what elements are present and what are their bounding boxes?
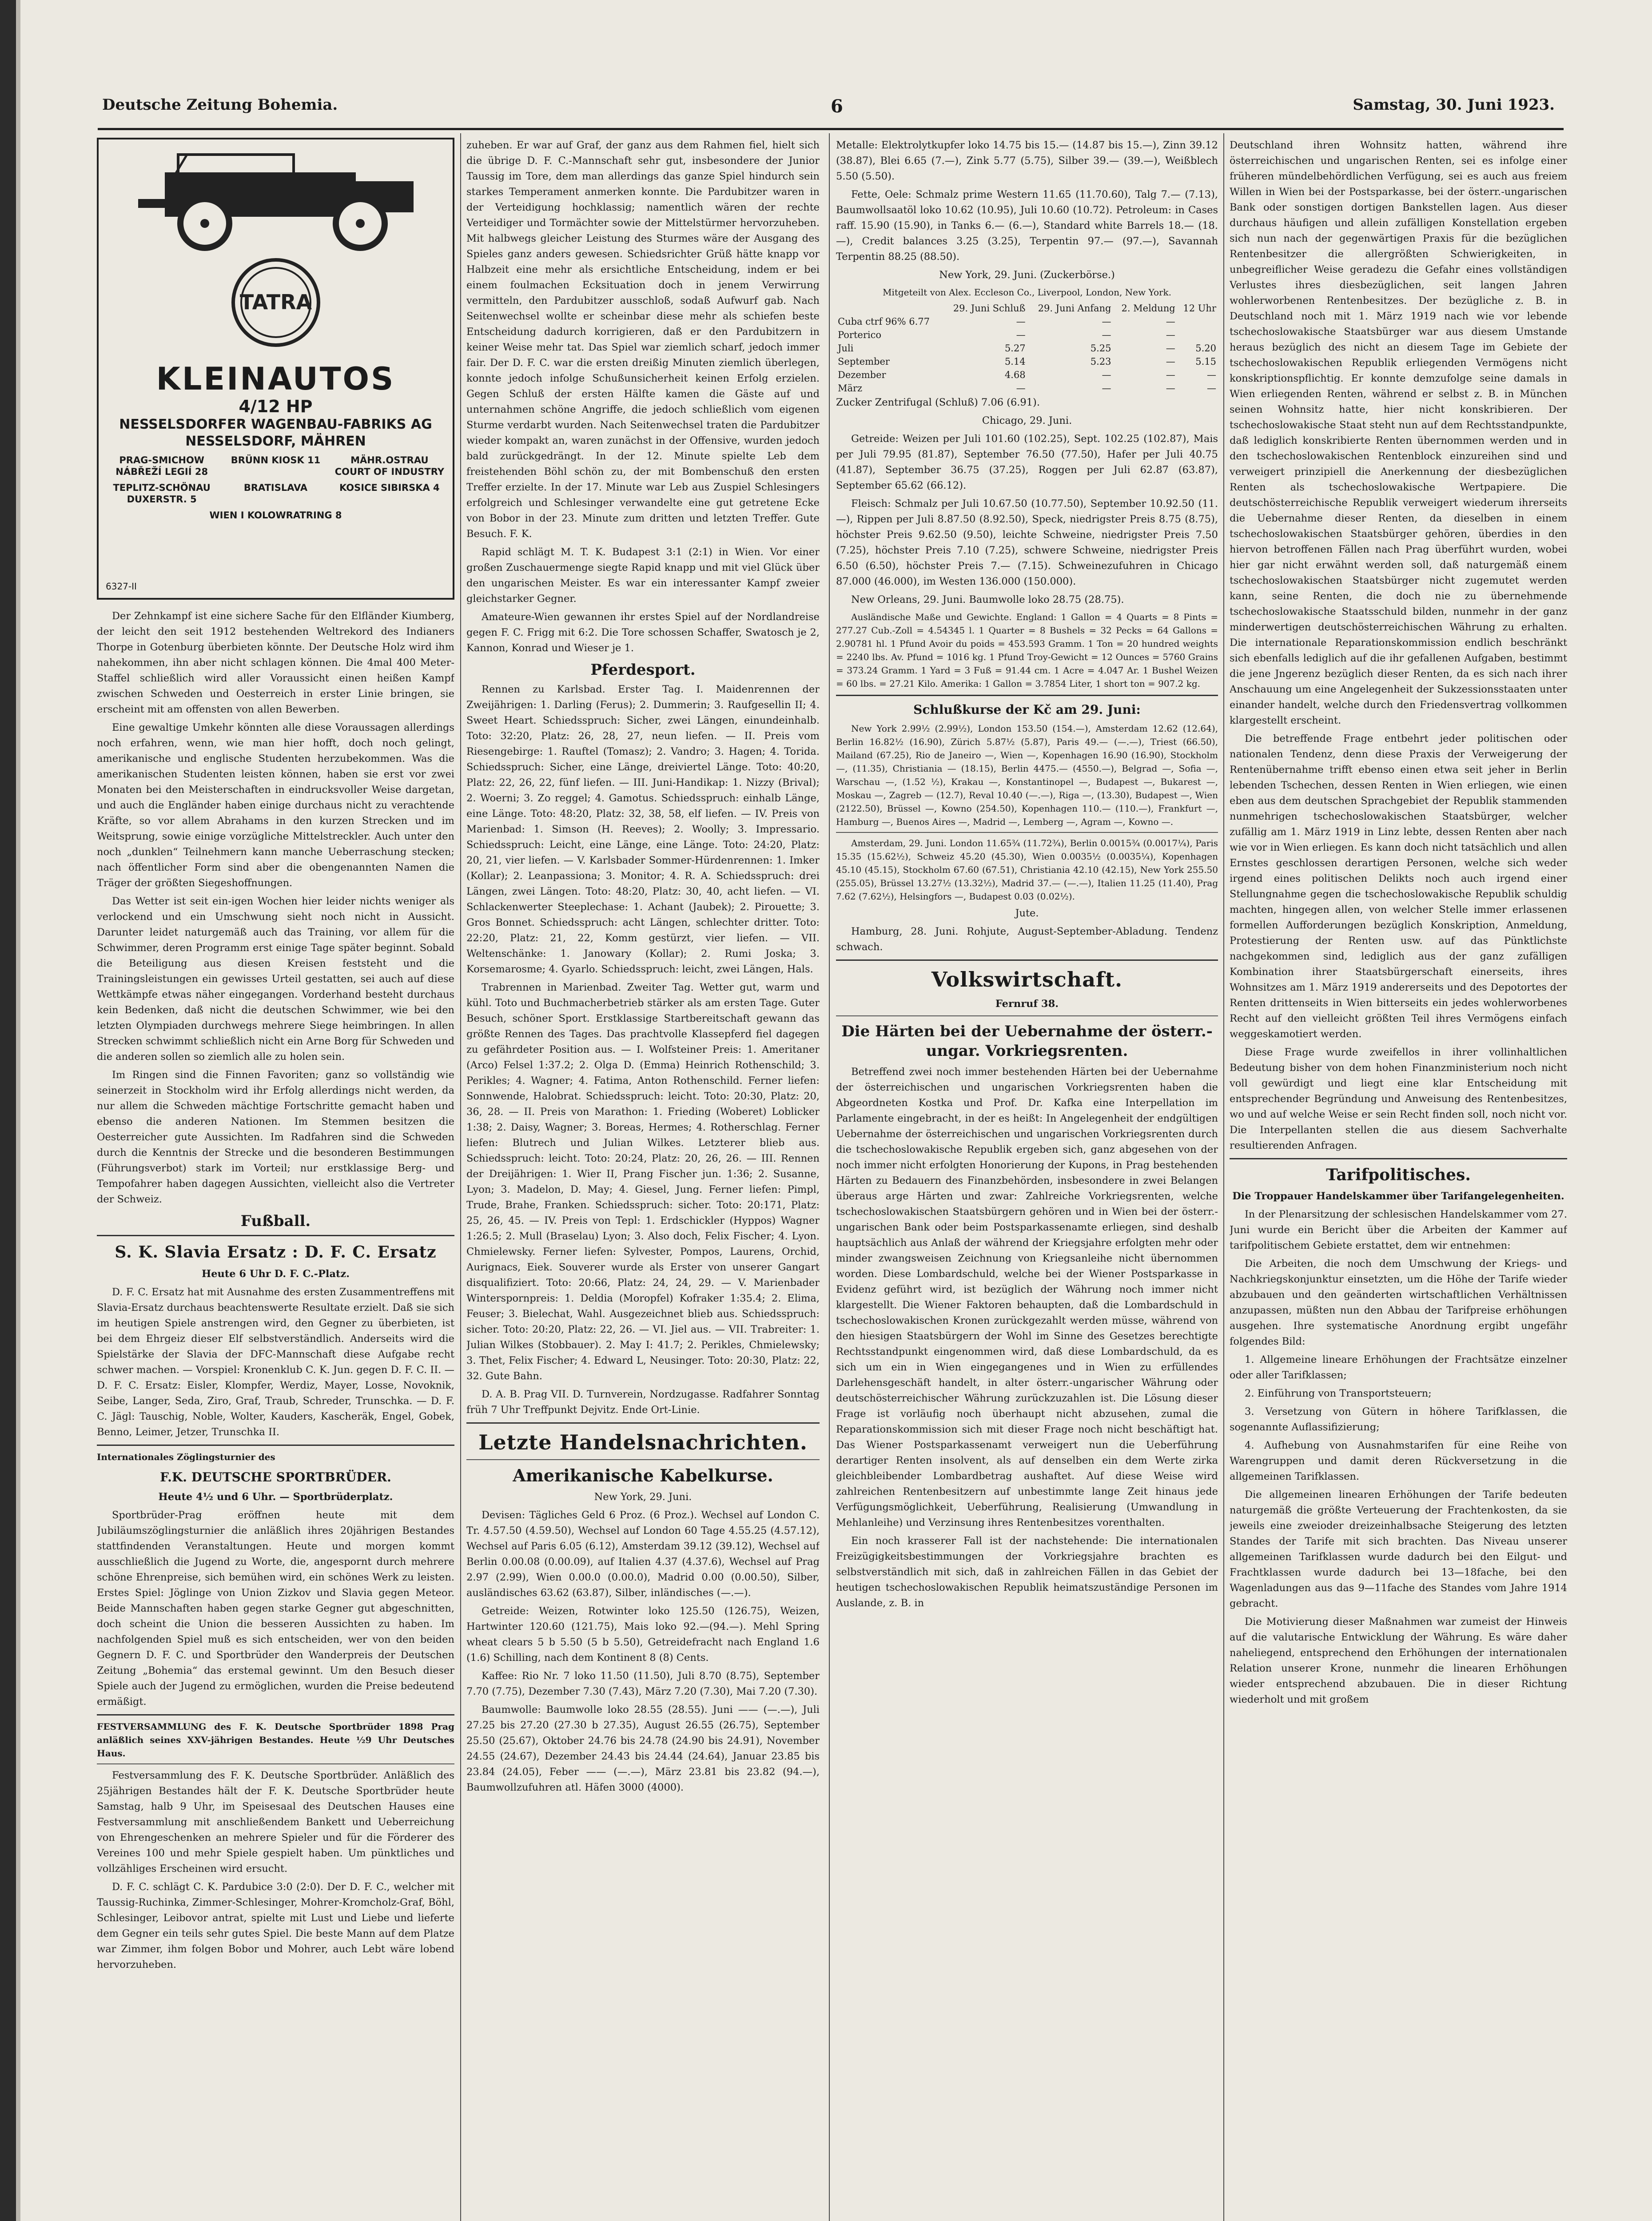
section-heading-handelsnachrichten: Letzte Handelsnachrichten. xyxy=(478,1430,808,1454)
table-cell: 4.68 xyxy=(1004,370,1026,380)
ad-addresses-row-3 xyxy=(105,509,446,521)
table-cell: — xyxy=(1166,316,1175,327)
article-paragraph: D. F. C. Ersatz hat mit Ausnahme des ersten Zusammentreffens mit Slavia-Ersatz durchaus beachtenswerte Resultate erzielt. Daß sie sich im heutigen Spiele anstrengen wird, den Gegner zu überbieten, ist bei dem Ehrgeiz dieser Elf selbstverständlich. Anderseits wird die Spielstärke der Slavia der DFC-Mannschaft diese Aufgabe recht schwer machen. — Vorspiel: Kronenklub C. K. Jun. gegen D. F. C. II. — D. F. C. Ersatz: Eisler, Klompfer, Werdiz, Mayer, Losse, Novoknik, Seibe, Langer, Seda, Ziro, Graf, Traub, Schreder, Trunschka. — D. F. C. Jägl: Tauschig, Noble, Wolter, Kauders, Kascheräk, Engel, Gobek, Benno, Leimer, Jetzer, Trunschka II. xyxy=(97,1286,454,1438)
ad-title: KLEINAUTOS xyxy=(156,361,395,397)
table-cell: — xyxy=(1102,330,1111,340)
event-notice: FESTVERSAMMLUNG des F. K. Deutsche Sportbrüder 1898 Prag anläßlich seines XXV-jährigen Bestandes. Heute ½9 Uhr Deutsches Haus. xyxy=(97,1721,454,1759)
table-row xyxy=(836,368,1218,382)
section-heading-tarifpolitisches: Tarifpolitisches. xyxy=(1326,1166,1471,1184)
ad-address: PRAG-SMICHOW NÁBŘEŽÍ LEGIÍ 28 xyxy=(115,455,208,477)
list-item: 4. Aufhebung von Ausnahmstarifen für eine Reihe von Warengruppen und damit deren Rückversetzung in die allgemeinen Tarifklassen. xyxy=(1230,1440,1567,1482)
article-paragraph: Amsterdam, 29. Juni. London 11.65¾ (11.72¾), Berlin 0.0015¾ (0.0017¼), Paris 15.35 (15.62½), Schweiz 45.20 (45.30), Wien 0.0035½ (0.0035¼), Kopenhagen 45.10 (45.15), Stockholm 67.60 (67.51), Christiania 42.10 (42.15), New York 255.50 (255.05), Brüssel 13.27½ (13.32½), Madrid 37.— (—.—), Italien 11.25 (11.40), Prag 7.62 (7.62½), Helsingfors —, Budapest 0.03 (0.02½). xyxy=(836,838,1218,902)
article-paragraph: Das Wetter ist seit ein-igen Wochen hier leider nichts weniger als verlockend und ein Umschwung sieht noch nicht in Aussicht. Darunter leidet naturgemäß auch das Training, vor allem für die Schwimmer, deren Programm erst einige Tage später beginnt. Sobald die Beteiligung aus diesen Kreisen feststeht und die Trainingsleistungen ein gewisses Urteil gestatten, sei auch auf diese Wettkämpfe etwas näher eingegangen. Vorderhand besteht durchaus kein Bedenken, daß nicht die deutschen Schwimmer, wie bei den letzten Olympiaden durchwegs mehrere Siege heimbringen. In allen Strecken schwimmt schließlich nicht ein Arne Borg für Schweden und die anderen sollen so ziemlich alle zu holen sein. xyxy=(97,896,454,1063)
article-paragraph: Ein noch krasserer Fall ist der nachstehende: Die internationalen Freizügigkeitsbestimmungen der Vorkriegsjahre brachten es selbstverständlich mit sich, daß in zahlreichen Fällen in das Gebiet der heutigen tschechoslowakischen Republik heimatszuständige Personen im Auslande, z. B. in xyxy=(836,1535,1218,1609)
separator xyxy=(97,1714,454,1716)
table-header-cell: 29. Juni Anfang xyxy=(1038,303,1111,314)
article-paragraph: Metalle: Elektrolytkupfer loko 14.75 bis 15.— (14.87 bis 15.—), Zinn 39.12 (38.87), Blei 6.65 (7.—), Zink 5.77 (5.75), Silber 39.— (39.—), Weißblech 5.50 (5.50). xyxy=(836,139,1218,182)
article-paragraph: Die Arbeiten, die noch dem Umschwung der Kriegs- und Nachkriegskonjunktur einsetzten, um die Höhe der Tarife wieder abzubauen und den geänderten wirtschaftlichen Verhältnissen anzupassen, müßten nun den Abbau der Tarifpreise erhöhungen ausgehen. Ihre systematische Anordnung ergibt ungefähr folgendes Bild: xyxy=(1230,1258,1567,1347)
ad-address: WIEN I KOLOWRATRING 8 xyxy=(209,510,342,521)
article-paragraph: Rennen zu Karlsbad. Erster Tag. I. Maidenrennen der Zweijährigen: 1. Darling (Ferus); 2. Dummerin; 3. Raufgesellin II; 4. Sweet Heart. Schiedsspruch: Sicher, zwei Längen, einundeinhalb. Toto: 32:20, Platz: 26, 28, 27, neun liefen. — II. Preis vom Riesengebirge: 1. Rauftel (Tomasz); 2. Vandro; 3. Hagen; 4. Torida. Schiedsspruch: Sicher, eine Länge, dreiviertel Länge. Toto: 40:20, Platz: 22, 26, 22, fünf liefen. — III. Juni-Handikap: 1. Nizzy (Brival); 2. Woerni; 3. Zo reggel; 4. Gamotus. Schiedsspruch: einhalb Länge, eine Länge. Toto: 48:20, Platz: 32, 38, 58, elf liefen. — IV. Preis von Marienbad: 1. Simson (H. Reeves); 2. Woolly; 3. Impressario. Schiedsspruch: Leicht, eine Länge, eine Länge. Toto: 24:20, Platz: 20, 21, vier liefen. — V. Karlsbader Sommer-Hürdenrennen: 1. Imker (Kollar); 2. Leanpassiona; 3. Monitor; 4. R. A. Schiedsspruch: drei Längen, zwei Längen. Toto: 48:20, Platz: 30, 40, acht liefen. — VI. Schlackenwerter Steeplechase: 1. Achant (Jaubek); 2. Pirouette; 3. Gros Bonnet. Schiedsspruch: acht Längen, schlechter dritter. Toto: 22:20, Platz: 21, 22, Komm gestürzt, vier liefen. — VII. Weltenschänke: 1. Janowary (Kollar); 2. Rumi Joska; 3. Korsemarosme; 4. Gyarlo. Schiedsspruch: leicht, zwei Längen, Hals. xyxy=(466,684,820,975)
article-paragraph: Getreide: Weizen, Rotwinter loko 125.50 (126.75), Weizen, Hartwinter 120.60 (121.75), Mais loko 92.—(94.—). Mehl Spring wheat clears 5 b 5.50 (5 b 5.50), Getreidefracht nach England 1.6 (1.6) Schilling, nach dem Kontinent 8 (8) Cents. xyxy=(466,1605,820,1664)
page-header xyxy=(102,96,1555,127)
article-paragraph: New York 2.99½ (2.99½), London 153.50 (154.—), Amsterdam 12.62 (12.64), Berlin 16.82½ (16.90), Zürich 5.87½ (5.87), Paris 49.— (—.—), Triest (66.50), Mailand (67.25), Rio de Janeiro —, Wien —, Kopenhagen 16.90 (16.90), Stockholm —, (11.35), Christiania — (18.15), Berlin 4475.— (4550.—), Belgrad —, Sofia —, Warschau —, (1.52 ½), Krakau —, Konstantinopel —, Budapest —, Bukarest —, Moskau —, Zagreb — (12.7), Reval 10.40 (—.—), Riga —, (13.30), Budapest —, Wien (2122.50), Brüssel —, Kowno (254.50), Kopenhagen 110.— (110.—), Frankfurt —, Hamburg —, Buenos Aires —, Madrid —, Lemberg —, Agram —, Kowno —. xyxy=(836,723,1218,827)
article-paragraph: Deutschland ihren Wohnsitz hatten, während ihre österreichischen und ungarischen Renten, sei es infolge einer früheren mündelbehördlichen Verfügung, sei es auch aus freiem Willen in Wien bei der Postsparkasse, bei der österr.-ungarischen Bank oder sonstigen dortigen Bankstellen lagen. Aus dieser durchaus häufigen und allein zufälligen Konstellation ergeben sich nun nach der gegenwärtigen Praxis für die bezüglichen Rentenbesitzer die allergrößten Schwierigkeiten, in unbegreiflicher Weise geradezu die Gefahr eines vollständigen Verlustes ihres diesbezüglichen, seit langen Jahren wohlerworbenen Rentenbesitzes. Der bezügliche z. B. in Deutschland noch mit 1. März 1919 nach wie vor lebende tschechoslowakische Staatsbürger war aus diesem Umstande heraus bezüglich des nicht an diesem Tage im Gebiete der tschechoslowakischen Republik erliegenden Vermögens nicht konskriptionspflichtig. Er konnte demzufolge seine damals in Wien erliegenden Renten, während er selbst z. B. in München seinen Wohnsitz hatte, hier nicht konskribieren. Der tschechoslowakische Staat steht nun auf dem Rechtsstandpunkte, daß lediglich konskribierte Renten übernommen werden und in den tschechoslowakischen Rentenblock einzureihen sind und verweigert prinzipiell die Anerkennung der diesbezüglichen Renten als tschechoslowakische Wertpapiere. Die deutschösterreichische Republik verweigert wiederum ihrerseits die Uebernahme dieser Renten, da dieselben in einem tschechoslowakischen Staatsbürger gehören, überdies in den hiervon betroffenen Fällen nach Prag überführt wurden, wobei hier gar nicht erwähnt werden soll, daß naturgemäß einem tschechoslowakischen Staatsbürger nicht zugemutet werden kann, seine Renten, die doch nie zu übernehmende tschechoslowakische Staatsschuld bilden, nunmehr in der ganz minderwertigen deutschösterreichischen Währung zu erhalten. Die internationale Reparationskommission endlich beschränkt sich ebenfalls lediglich auf die ihr gefallenen Aufgaben, bestimmt die jene Jngerenz bezüglich dieser Renten, da es sich nach ihrer Anschauung um eine Angelegenheit der Sukzessionsstaaten unter einander handelt, welche durch den Friedensvertrag vollkommen klargestellt erscheint. xyxy=(1230,139,1567,726)
sugar-table xyxy=(836,302,1218,395)
article-headline: Die Härten bei der Uebernahme der österr.-ungar. Vorkriegsrenten. xyxy=(841,1023,1213,1060)
table-header-cell: 29. Juni Schluß xyxy=(953,303,1026,314)
source-line: Mitgeteilt von Alex. Eccleson Co., Liverpool, London, New York. xyxy=(882,287,1172,298)
article-paragraph: Rapid schlägt M. T. K. Budapest 3:1 (2:1) in Wien. Vor einer großen Zuschauermenge siegte Rapid knapp und mit viel Glück über den ungarischen Meister. Es war ein interessanter Kampf zweier gleichstarker Gegner. xyxy=(466,546,820,605)
ad-addresses-row-1 xyxy=(105,454,446,478)
article-paragraph: Hamburg, 28. Juni. Rohjute, August-September-Abladung. Tendenz schwach. xyxy=(836,926,1218,953)
article-paragraph: Ausländische Maße und Gewichte. England: 1 Gallon = 4 Quarts = 8 Pints = 277.27 Cub.-Zoll = 4.54345 l. 1 Quarter = 8 Bushels = 32 Pecks = 64 Gallons = 2.90781 hl. 1 Pfund Avoir du poids = 453.593 Gramm. 1 Ton = 20 hundred weights = 2240 lbs. Av. Pfund = 1016 kg. 1 Pfund Troy-Gewicht = 12 Ounces = 5760 Grains = 373.24 Gramm. 1 Yard = 3 Fuß = 91.44 cm. 1 Acre = 4.047 Ar. 1 Bushel Weizen = 60 lbs. = 27.21 Kilo. Amerika: 1 Gallon = 3.7854 Liter, 1 short ton = 907.2 kg. xyxy=(836,612,1218,689)
list-item: 1. Allgemeine lineare Erhöhungen der Frachtsätze einzelner oder aller Tarifklassen; xyxy=(1230,1354,1567,1381)
ad-code: 6327-II xyxy=(106,581,137,592)
article-paragraph: Die betreffende Frage entbehrt jeder politischen oder nationalen Tendenz, denn diese Praxis der Verweigerung der Rentenübernahme trifft ebenso einen etwa seit jeher in Berlin lebenden Tschechen, dessen Renten in Wien erliegen, wie einen eben aus dem deutschen Sprachgebiet der Republik stammenden nunmehrigen tschechoslowakischen Staatsbürger, welcher zufällig am 1. März 1919 in Linz lebte, dessen Renten aber nach wie vor in Wien erliegen. Es kann doch nicht tatsächlich und allen Ernstes geschlossen derartigen Personen, welche sich weder irgend eines politischen Delikts noch auch irgend einer Stellungnahme gegen die tschechoslowakische Republik schuldig machten, hingegen allen, von welcher Stelle immer erlassenen formellen Aufforderungen bezüglich Konskription, Anmeldung, Protestierung der Renten usw. auf das Pünktlichste nachgekommen sind, lediglich aus der ganz zufälligen Kombination ihrer Staatsbürgerschaft einerseits, ihres Wohnsitzes am 1. März 1919 andererseits und des Depotortes der Renten drittenseits in Wien bitterseits ein jedes wohlerworbenes Recht auf den vielleicht größten Teil ihres Vermögens einfach weggeskamotiert werden. xyxy=(1230,733,1567,1040)
tatra-emblem-text: TATRA xyxy=(239,290,312,314)
table-cell: Dezember xyxy=(838,370,886,380)
table-header-cell: 12 Uhr xyxy=(1183,303,1216,314)
table-cell: — xyxy=(1166,356,1175,367)
ad-addresses-row-2 xyxy=(105,482,446,505)
column-divider xyxy=(460,133,461,2221)
table-cell: — xyxy=(1166,383,1175,394)
table-cell: 5.25 xyxy=(1090,343,1111,354)
table-cell: 5.23 xyxy=(1090,356,1111,367)
table-cell: 5.20 xyxy=(1195,343,1216,354)
article-paragraph: Amateure-Wien gewannen ihr erstes Spiel auf der Nordlandreise gegen F. C. Frigg mit 6:2. Die Tore schossen Schaffer, Swatosch je 2, Kannon, Konrad und Wieser je 1. xyxy=(466,611,820,654)
ad-address: MÄHR.OSTRAU COURT OF INDUSTRY xyxy=(334,455,444,477)
dateline: New York, 29. Juni. xyxy=(594,1491,692,1503)
separator xyxy=(836,832,1218,833)
article-paragraph: Getreide: Weizen per Juli 101.60 (102.25), Sept. 102.25 (102.87), Mais per Juli 79.95 (81.87), September 76.50 (77.50), Hafer per Juli 40.75 (41.87), September 36.75 (37.25), Roggen per Juli 62.87 (63.87), September 65.62 (66.12). xyxy=(836,433,1218,491)
article-paragraph: Die Motivierung dieser Maßnahmen war zumeist der Hinweis auf die valutarische Entwicklung der Währung. Es wäre daher naheliegend, entsprechend den Erhöhungen der internationalen Relation unserer Krone, nunmehr die linearen Erhöhungen wieder entsprechend abzubauen. Die in dieser Richtung wiederholt und mit großem xyxy=(1230,1616,1567,1705)
header-rule xyxy=(98,128,1564,130)
tatra-advertisement xyxy=(97,138,454,600)
article-paragraph: Kaffee: Rio Nr. 7 loko 11.50 (11.50), Juli 8.70 (8.75), September 7.70 (7.75), Dezember 7.30 (7.43), März 7.20 (7.30), Mai 7.20 (7.30). xyxy=(466,1670,820,1697)
club-heading: F.K. DEUTSCHE SPORTBRÜDER. xyxy=(160,1470,391,1485)
ad-address: BRÜNN KIOSK 11 xyxy=(231,455,321,466)
separator xyxy=(836,695,1218,696)
article-paragraph: Eine gewaltige Umkehr könnten alle diese Voraussagen allerdings noch erfahren, wenn, wie man hier hofft, doch noch gelingt, amerikanische und englische Studenten herzubekommen. Was die amerikanischen Studenten leisten können, haben sie erst vor zwei Monaten bei den Meisterschaften in eindrucksvoller Weise dargetan, und auch die Engländer haben einige durchaus nicht zu verachtende Kräfte, so vor allem Abrahams in den kurzen Strecken und im Weitsprung, sowie einige vorzügliche Mittelstreckler. Auch unter den noch „dunklen“ Teilnehmern kann manche Ueberraschung stecken; nach öffentlicher Form sind aber die obengenannten Namen die Träger der größten Siegeshoffnungen. xyxy=(97,722,454,889)
table-cell: — xyxy=(1166,370,1175,380)
table-cell: — xyxy=(1207,370,1216,380)
subheading-jute: Jute. xyxy=(1015,908,1039,919)
table-row xyxy=(836,355,1218,368)
scan-binding-shadow xyxy=(16,0,20,2221)
ad-address: KOSICE SIBIRSKA 4 xyxy=(339,482,440,493)
list-item: 2. Einführung von Transportsteuern; xyxy=(1245,1388,1432,1399)
table-header-row xyxy=(836,302,1218,315)
section-heading-schlusskurse: Schlußkurse der Kč am 29. Juni: xyxy=(913,702,1141,717)
table-cell: — xyxy=(1016,383,1026,394)
section-heading-kabelkurse: Amerikanische Kabelkurse. xyxy=(513,1465,773,1485)
separator xyxy=(97,1235,454,1236)
article-paragraph: Im Ringen sind die Finnen Favoriten; ganz so vollständig wie seinerzeit in Stockholm wird ihr Erfolg allerdings nicht werden, da nur allem die Schweden mächtige Fortschritte gemacht haben und ebenso die anderen Nationen. Im Stemmen besitzen die Oesterreicher gute Aussichten. Im Radfahren sind die Schweden durch die Kenntnis der Strecke und die besonderen Bestimmungen (Führungsverbot) stark im Vorteil; nur erstklassige Berg- und Tempofahrer haben dagegen Aussichten, vielleicht also die Vertreter der Schweiz. xyxy=(97,1069,454,1205)
ad-maker-location: NESSELSDORF, MÄHREN xyxy=(185,434,366,449)
article-paragraph: Diese Frage wurde zweifellos in ihrer vollinhaltlichen Bedeutung bisher von dem hohen Finanzministerium noch nicht voll gewürdigt und liegt eine klar Entscheidung mit entsprechender Begründung und Anweisung des Rentenbesitzes, wo und auf welche Weise er sein Recht finden soll, noch nicht vor. Die Interpellanten stellen die aus diesem Sachverhalte resultierenden Anfragen. xyxy=(1230,1047,1567,1151)
article-paragraph: Zucker Zentrifugal (Schluß) 7.06 (6.91). xyxy=(836,397,1040,408)
separator xyxy=(836,1015,1218,1016)
table-cell: September xyxy=(838,356,890,367)
article-headline: Die Troppauer Handelskammer über Tarifangelegenheiten. xyxy=(1232,1190,1564,1202)
scan-binding-edge xyxy=(0,0,16,2221)
separator xyxy=(466,1422,820,1424)
table-cell: Juli xyxy=(838,343,854,354)
car-illustration xyxy=(111,146,440,252)
match-heading: S. K. Slavia Ersatz : D. F. C. Ersatz xyxy=(115,1243,437,1262)
article-paragraph: Die allgemeinen linearen Erhöhungen der Tarife bedeuten naturgemäß die größte Verteuerung der Frachtenkosten, da sie jeweils eine zweioder dreizeinhalbsache Steigerung des letzten Standes der Tarife mit sich brachten. Das Niveau unserer allgemeinen Tarifklassen wurde dadurch bei den Eilgut- und Frachtklassen wurde dadurch bei 13—18fache, bei den Wagenladungen aus das 9—11fache des Standes vom Jahre 1914 gebracht. xyxy=(1230,1489,1567,1609)
table-cell: — xyxy=(1102,383,1111,394)
column-divider xyxy=(1223,133,1224,2221)
table-row xyxy=(836,315,1218,328)
masthead-title: Deutsche Zeitung Bohemia. xyxy=(102,96,338,114)
article-paragraph: Festversammlung des F. K. Deutsche Sportbrüder. Anläßlich des 25jährigen Bestandes hält der F. K. Deutsche Sportbrüder heute Samstag, halb 9 Uhr, im Speisesaal des Deutschen Hauses eine Festversammlung mit anschließendem Bankett und Ueberreichung von Ehrengeschenken an mehrere Spieler und für die Förderer des Vereines 100 und mehr Spiele gespielt haben. Um pünktliches und vollzähliges Erscheinen wird ersucht. xyxy=(97,1770,454,1875)
table-row xyxy=(836,382,1218,395)
article-paragraph: Betreffend zwei noch immer bestehenden Härten bei der Uebernahme der österreichischen und ungarischen Vorkriegsrenten haben die Abgeordneten Kostka und Prof. Dr. Kafka eine Interpellation im Parlamente eingebracht, in der es heißt: In Angelegenheit der endgültigen Uebernahme der österreichischen und ungarischen Vorkriegsrenten durch die tschechoslowakische Republik ergeben sich, ganz abgesehen von der noch immer nicht erfolgten Honorierung der Kupons, in Prag bestehenden Härten zu Bedauern des Finanzbehörden, insbesondere in zwei Belangen überaus arge Härten und zwar: Zahlreiche Vorkriegsrenten, welche tschechoslowakischen Staatsbürgern gehören und in Wien bei der österr.-ungarischen Bank oder beim Postsparkassenamte erliegen, sind deshalb hauptsächlich aus Anlaß der während der Kriegsjahre erfolgten mehr oder minder zwangsweisen Zeichnung von Kriegsanleihe nicht übernommen worden. Diese Lombardschuld, welche bei der Wiener Postsparkasse in Evidenz geführt wird, ist bezüglich der Währung noch immer nicht klargestellt. Die Wiener Faktoren behaupten, daß die Lombardschuld in tschechoslowakischen Kronen zurückgezahlt werden müsse, während von den hiesigen Staatsbürgern der Wohl im Sinne des Gesetzes berechtigte Rechtsstandpunkt eingenommen wird, daß diese Lombardschuld, da es sich um ein in Wien eingegangenes und in Wien zu erfüllendes Darlehensgeschäft handelt, in alter österr.-ungarischer Währung oder deutschösterreichischer Währung zurückzuzahlen ist. Die Lösung dieser Frage ist vorläufig noch überhaupt nicht abzusehen, zumal die Reparationskommission sich mit dieser Frage noch nicht beschäftigt hat. Das Wiener Postsparkassenamt verweigert nun die Ueberführung derartiger Renten insolvent, als auf denselben ein dem Werte zirka gleichbleibender Lombardbetrag aushaftet. Auf diese Weise wird zahlreichen Rentenbesitzern auf unbestimmte lange Zeit hinaus jede Verfügungsmöglichkeit, Ueberführung, Realisierung (Umwandlung in Mehlanleihe) und Verzinsung ihres Rentenbesitzes vorenthalten. xyxy=(836,1066,1218,1528)
article-paragraph: Sportbrüder-Prag eröffnen heute mit dem Jubiläumszöglingsturnier die anläßlich ihres 20jährigen Bestandes stattfindenden Veranstaltungen. Heute und morgen kommt ausschließlich die Jugend zu Worte, die, angespornt durch mehrere schöne Ehrenpreise, sich bemühen wird, ein schönes Werk zu leisten. Erstes Spiel: Jöglinge von Union Zizkov und Slavia gegen Meteor. Beide Mannschaften haben gegen starke Gegner gut abgeschnitten, doch scheint die Union die besseren Aussichten zu haben. Im nachfolgenden Spiel muß es sich entscheiden, wer von den beiden Gegnern D. F. C. und Sportbrüder den Wanderpreis der Deutschen Zeitung „Bohemia“ das erstemal gewinnt. Um den Besuch dieser Spiele auch der Jugend zu ermöglichen, wurden die Preise bedeutend ermäßigt. xyxy=(97,1509,454,1708)
ad-address: TEPLITZ-SCHÖNAU DUXERSTR. 5 xyxy=(113,482,211,505)
table-cell: — xyxy=(1166,343,1175,354)
dateline: Chicago, 29. Juni. xyxy=(982,415,1072,426)
article-paragraph: Der Zehnkampf ist eine sichere Sache für den Elfländer Kiumberg, der leicht den seit 1912 bestehenden Weltrekord des Indianers Thorpe in Gotenburg überbieten könnte. Der Deutsche Holz wird ihm nahekommen, ihn aber nicht schlagen können. Die 4mal 400 Meter-Staffel schließlich wird aller Voraussicht einen heißen Kampf zwischen Schweden und Oesterreich in erster Linie bringen, sie erscheint mit am offensten von allen Bewerben. xyxy=(97,610,454,715)
article-paragraph: Trabrennen in Marienbad. Zweiter Tag. Wetter gut, warm und kühl. Toto und Buchmacherbetrieb stärker als am ersten Tage. Guter Besuch, schöner Sport. Erstklassige Startbereitschaft gewann das größte Rennen des Tages. Das prachtvolle Klassepferd fiel dagegen zu gefährdeter Position aus. — I. Wolfsteiner Preis: 1. Ameritaner (Arco) Felsel 1:37.2; 2. Olga D. (Emma) Heinrich Rothenschild; 3. Perikles; 4. Wagner; 4. Fatima, Anton Rothenschild. Ferner liefen: Sonnwende, Halobrat. Schiedsspruch: leicht. Toto: 20:30, Platz: 20, 36, 28. — II. Preis von Marathon: 1. Frieding (Woberet) Loblicker 1:38; 2. Daisy, Wagner; 3. Boreas, Hermes; 4. Rotherschlag. Ferner liefen: Blutrech und Julian Wilkes. Letzterer blieb aus. Schiedsspruch: leicht. Toto: 20:24, Platz: 20, 26, 26. — III. Rennen der Dreijährigen: 1. Wier II, Prang Fischer jun. 1:36; 2. Susanne, Lyon; 3. Madelon, D. May; 4. Giesel, Jung. Ferner liefen: Pimpl, Trude, Brahe, Franken. Schiedsspruch: sicher. Toto: 20:171, Platz: 25, 26, 45. — IV. Preis von Tepl: 1. Erdschickler (Hyppos) Wagner 1:26.5; 2. Mull (Braselau) Lyon; 3. Also doch, Felix Fischer; 4. Lyon. Chmielewsky. Ferner liefen: Sylvester, Pompos, Laurens, Orchid, Aurignacs, Eiek. Souverer wurde als Erster von unserer Gangart disqualifiziert. Toto: 20:66, Platz: 24, 24, 29. — V. Marienbader Winterspornpreis: 1. Deldia (Moropfel) Kofraker 1:35.4; 2. Elima, Feuser; 3. Bielechat, Wahl. Ausgezeichnet blieb aus. Schiedsspruch: sicher. Toto: 20:20, Platz: 22, 26. — VI. Jiel aus. — VII. Trabreiter: 1. Julian Wilkes (Stobbauer). 2. May I: 41.7; 2. Perikles, Chmielewsky; 3. Thet, Felix Fischer; 4. Edward L, Neusinger. Toto: 20:30, Platz: 22, 32. Gute Bahn. xyxy=(466,982,820,1382)
article-paragraph: Devisen: Tägliches Geld 6 Proz. (6 Proz.). Wechsel auf London C. Tr. 4.57.50 (4.59.50), Wechsel auf London 60 Tage 4.55.25 (4.57.12), Wechsel auf Paris 6.05 (6.12), Amsterdam 39.12 (39.12), Wechsel auf Berlin 0.00.08 (0.00.09), auf Italien 4.37 (4.37.6), Wechsel auf Prag 2.97 (2.99), Wien 0.00.0 (0.00.0), Madrid 0.00 (0.00.50), Silber, ausländisches 63.62 (63.87), Silber, inländisches (—.—). xyxy=(466,1509,820,1599)
table-cell: 5.14 xyxy=(1004,356,1026,367)
table-cell: Cuba ctrf 96% 6.77 xyxy=(838,316,930,327)
tournament-label: Internationales Zöglingsturnier des xyxy=(97,1452,275,1462)
section-heading-fussball: Fußball. xyxy=(240,1212,311,1230)
article-paragraph: D. A. B. Prag VII. D. Turnverein, Nordzugasse. Radfahrer Sonntag früh 7 Uhr Treffpunkt Dejvitz. Ende Ort-Linie. xyxy=(466,1389,820,1416)
article-paragraph: Baumwolle: Baumwolle loko 28.55 (28.55). Juni —— (—.—), Juli 27.25 bis 27.20 (27.30 b 27.35), August 26.55 (26.75), September 25.50 (25.67), Oktober 24.76 bis 24.78 (24.90 bis 24.91), November 24.55 (24.67), Dezember 24.43 bis 24.44 (24.64), Januar 23.85 bis 23.84 (24.05), Feber —— (—.—), März 23.81 bis 23.82 (94.—), Baumwollzufuhren atl. Häfen 3000 (4000). xyxy=(466,1704,820,1793)
table-cell: — xyxy=(1207,383,1216,394)
article-paragraph: New Orleans, 29. Juni. Baumwolle loko 28.75 (28.75). xyxy=(851,594,1124,605)
separator xyxy=(97,1445,454,1446)
article-paragraph: D. F. C. schlägt C. K. Pardubice 3:0 (2:0). Der D. F. C., welcher mit Taussig-Ruchinka, Zimmer-Schlesinger, Mohrer-Kromcholz-Graf, Böhl, Schlesinger, Leibovor antrat, spielte mit Lust und Liebe und lieferte dem Gegner ein teils sehr gutes Spiel. Die beste Mann auf dem Platze war Zimmer, ihm folgen Bobor und Mohrer, auch Lebt wäre lobend hervorzuheben. xyxy=(97,1881,454,1970)
dateline: New York, 29. Juni. (Zuckerbörse.) xyxy=(939,269,1115,281)
column-3 xyxy=(836,138,1218,2221)
separator xyxy=(836,959,1218,961)
separator xyxy=(466,1459,820,1460)
table-cell: — xyxy=(1016,330,1026,340)
column-4 xyxy=(1230,138,1567,2221)
match-subheading: Heute 6 Uhr D. F. C.-Platz. xyxy=(201,1268,350,1280)
table-row xyxy=(836,342,1218,355)
article-paragraph: Fette, Oele: Schmalz prime Western 11.65 (11.70.60), Talg 7.— (7.13), Baumwollsaatöl loko 10.62 (10.95), Juli 10.60 (10.72). Petroleum: in Cases raff. 15.90 (15.90), in Tanks 6.— (6.—), Standard white Barrels 18.— (18.—), Credit balances 3.25 (3.25), Terpentin 97.— (97.—), Savannah Terpentin 88.25 (88.50). xyxy=(836,189,1218,263)
table-cell: — xyxy=(1102,316,1111,327)
table-cell: — xyxy=(1016,316,1026,327)
list-item: 3. Versetzung von Gütern in höhere Tarifklassen, die sogenannte Auflassifizierung; xyxy=(1230,1406,1567,1433)
table-header-cell: 2. Meldung xyxy=(1121,303,1175,314)
table-cell: 5.15 xyxy=(1195,356,1216,367)
ad-address: BRATISLAVA xyxy=(243,482,308,493)
separator xyxy=(97,1763,454,1764)
table-cell: — xyxy=(1102,370,1111,380)
phone-line: Fernruf 38. xyxy=(995,998,1059,1010)
column-2 xyxy=(466,138,820,2221)
table-cell: Porterico xyxy=(838,330,881,340)
tatra-logo xyxy=(229,256,322,349)
section-heading-volkswirtschaft: Volkswirtschaft. xyxy=(931,967,1123,991)
page-number: 6 xyxy=(831,96,843,117)
table-cell: März xyxy=(838,383,863,394)
article-paragraph: In der Plenarsitzung der schlesischen Handelskammer vom 27. Juni wurde ein Bericht über die Arbeiten der Kammer auf tarifpolitischem Gebiete erstattet, dem wir entnehmen: xyxy=(1230,1209,1567,1251)
ad-horsepower: 4/12 HP xyxy=(239,397,313,416)
tournament-subheading: Heute 4½ und 6 Uhr. — Sportbrüderplatz. xyxy=(158,1491,393,1503)
column-1 xyxy=(97,138,454,2221)
separator xyxy=(1230,1158,1567,1159)
table-row xyxy=(836,328,1218,342)
section-heading-pferdesport: Pferdesport. xyxy=(590,661,696,679)
ad-maker: NESSELSDORFER WAGENBAU-FABRIKS AG xyxy=(119,417,432,432)
article-paragraph: zuheben. Er war auf Graf, der ganz aus dem Rahmen fiel, hielt sich die übrige D. F. C.-Mannschaft sehr gut, insbesondere der Junior Taussig im Tore, dem man allerdings das ganze Spiel hindurch sein starkes Temperament anmerken konnte. Die Pardubitzer waren in der Verteidigung hochklassig; namentlich wären der rechte Verteidiger und Tormächter sowie der Mittelstürmer hervorzuheben. Mit halbwegs gleicher Leistung des Sturmes wäre der Ausgang des Spieles ganz anders gewesen. Schiedsrichter Grüß hätte knapp vor Halbzeit eine mehr als ersichtliche Entscheidung, indem er bei einem foulmachen Ecksituation doch in jenem Verwirrung vermitteln, den Pardubitzer ausschloß, sodaß Aufwurf gab. Nach Seitenwechsel wollte er scheinbar diese mehr als schiefen beste Entscheidung dadurch korrigieren, daß er den Pardubitzern in keiner Weise mehr tat. Das Spiel war ziemlich scharf, jedoch immer fair. Der D. F. C. war die ersten dreißig Minuten ziemlich überlegen, konnte jedoch infolge Schußunsicherheit keinen Erfolg erzielen. Gegen Schluß der ersten Hälfte kamen die Gäste auf und unternahmen schöne Angriffe, die jedoch schließlich vom eigenen Sturme verdarbt wurden. Nach Seitenwechsel traten die Pardubitzer wieder kompakt an, waren zunächst in der Offensive, wurden jedoch bald zurückgedrängt. In der 12. Minute spielte Leb dem freistehenden Böhl schön zu, der mit Bombenschuß den ersten Treffer erzielte. In der 17. Minute war Leb aus Zuspiel Schlesingers erfolgreich und Schlesinger verwandelte eine gut getretene Ecke von Bobor in der 23. Minute zum dritten und letzten Treffer. Gute Besuch. F. K. xyxy=(466,139,820,540)
table-cell: — xyxy=(1166,330,1175,340)
table-cell: 5.27 xyxy=(1004,343,1026,354)
article-paragraph: Fleisch: Schmalz per Juli 10.67.50 (10.77.50), September 10.92.50 (11.—), Rippen per Juli 8.87.50 (8.92.50), Speck, niedrigster Preis 8.75 (8.75), höchster Preis 9.62.50 (9.50), leichte Schweine, niedrigster Preis 7.50 (7.25), höchster Preis 7.10 (7.25), schwere Schweine, niedrigster Preis 6.50 (6.50), höchster Preis 7.— (7.15). Schweinezufuhren in Chicago 87.000 (46.000), im Westen 136.000 (150.000). xyxy=(836,498,1218,587)
column-divider xyxy=(829,133,830,2221)
issue-date: Samstag, 30. Juni 1923. xyxy=(1353,96,1555,114)
